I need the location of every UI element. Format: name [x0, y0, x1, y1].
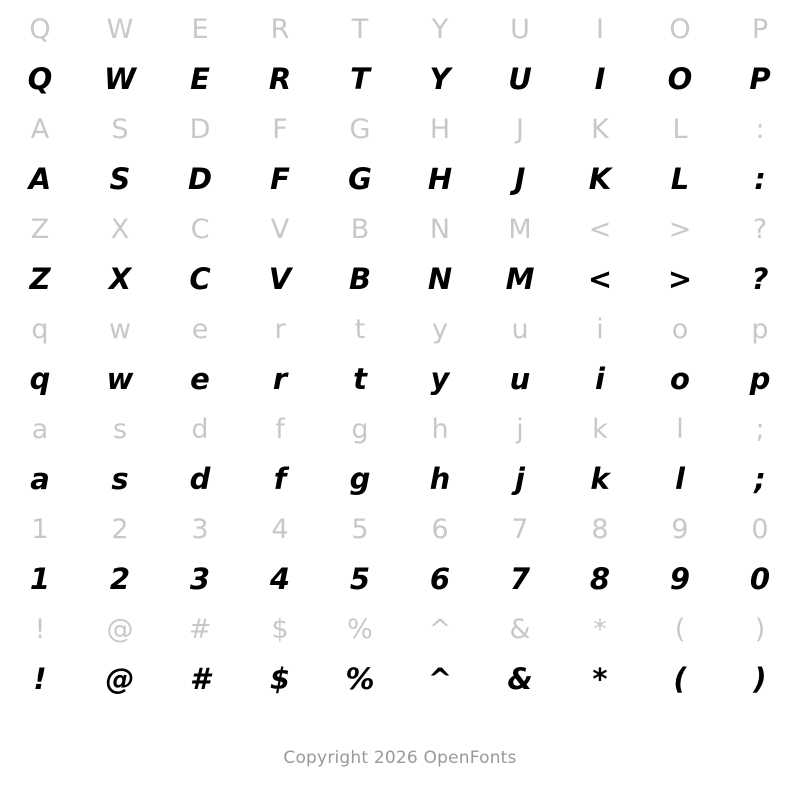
glyph-cell: o	[670, 362, 690, 396]
glyph-cell: u	[509, 362, 531, 396]
glyph-cell: Q	[27, 62, 53, 96]
glyph-cell: C	[190, 213, 210, 245]
glyph-cell: I	[596, 13, 604, 45]
glyph-cell: y	[432, 313, 448, 345]
glyph-cell: V	[268, 262, 292, 296]
glyph-cell: 9	[671, 513, 689, 545]
glyph-cell: H	[427, 162, 453, 196]
glyph-cell: B	[350, 213, 370, 245]
glyph-cell: Z	[30, 213, 50, 245]
glyph-cell: F	[270, 162, 290, 196]
glyph-cell: #	[188, 613, 212, 645]
glyph-cell: )	[754, 613, 766, 645]
glyph-cell: q	[29, 362, 51, 396]
glyph-cell: d	[191, 413, 209, 445]
glyph-cell: X	[110, 213, 130, 245]
copyright-notice: Copyright 2026 OpenFonts	[283, 748, 517, 768]
glyph-cell: @	[105, 662, 135, 696]
glyph-cell: 9	[669, 562, 691, 596]
glyph-cell: s	[112, 413, 128, 445]
glyph-cell: K	[588, 162, 612, 196]
glyph-cell: (	[673, 662, 687, 696]
glyph-cell: @	[106, 613, 134, 645]
glyph-cell: Z	[29, 262, 51, 296]
glyph-cell: L	[672, 113, 688, 145]
glyph-cell: M	[505, 262, 535, 296]
glyph-cell: 2	[109, 562, 131, 596]
glyph-cell: $	[271, 613, 289, 645]
glyph-cell: i	[596, 313, 604, 345]
glyph-cell: ;	[755, 413, 765, 445]
glyph-cell: 3	[189, 562, 211, 596]
glyph-cell: <	[587, 262, 613, 296]
glyph-cell: E	[190, 62, 210, 96]
glyph-cell: C	[189, 262, 211, 296]
glyph-cell: 6	[429, 562, 451, 596]
glyph-cell: w	[106, 362, 134, 396]
glyph-cell: 5	[349, 562, 371, 596]
glyph-cell: l	[675, 462, 685, 496]
glyph-cell: :	[755, 113, 765, 145]
glyph-cell: W	[104, 62, 136, 96]
glyph-cell: e	[190, 362, 210, 396]
glyph-cell: ?	[751, 262, 769, 296]
glyph-cell: M	[508, 213, 532, 245]
glyph-cell: (	[674, 613, 686, 645]
glyph-cell: O	[669, 13, 691, 45]
glyph-cell: *	[593, 613, 607, 645]
glyph-cell: L	[670, 162, 690, 196]
glyph-cell: ?	[752, 213, 768, 245]
glyph-cell: t	[353, 362, 367, 396]
glyph-cell: 5	[351, 513, 369, 545]
glyph-cell: N	[427, 262, 453, 296]
glyph-cell: 1	[29, 562, 51, 596]
glyph-cell: g	[351, 413, 369, 445]
glyph-cell: I	[594, 62, 606, 96]
glyph-cell: 4	[271, 513, 289, 545]
glyph-cell: A	[28, 162, 52, 196]
glyph-cell: 8	[589, 562, 611, 596]
glyph-cell: B	[348, 262, 372, 296]
glyph-cell: G	[349, 113, 371, 145]
glyph-cell: #	[189, 662, 211, 696]
glyph-cell: u	[511, 313, 529, 345]
glyph-cell: ;	[754, 462, 766, 496]
glyph-cell: U	[510, 13, 530, 45]
glyph-cell: t	[354, 313, 366, 345]
glyph-cell: Y	[429, 62, 451, 96]
glyph-cell: l	[676, 413, 684, 445]
glyph-cell: )	[753, 662, 767, 696]
glyph-cell: K	[591, 113, 609, 145]
glyph-cell: o	[671, 313, 689, 345]
glyph-cell: !	[34, 613, 46, 645]
glyph-cell: :	[754, 162, 766, 196]
glyph-cell: s	[111, 462, 129, 496]
glyph-cell: a	[30, 462, 50, 496]
glyph-cell: X	[108, 262, 132, 296]
glyph-cell: 7	[509, 562, 531, 596]
glyph-cell: P	[749, 62, 771, 96]
glyph-cell: D	[187, 162, 213, 196]
glyph-cell: *	[592, 662, 608, 696]
glyph-cell: k	[590, 462, 610, 496]
glyph-cell: h	[429, 462, 451, 496]
glyph-cell: q	[31, 313, 49, 345]
glyph-cell: %	[345, 662, 375, 696]
glyph-cell: 2	[111, 513, 129, 545]
glyph-cell: <	[588, 213, 612, 245]
glyph-cell: 8	[591, 513, 609, 545]
glyph-cell: y	[430, 362, 450, 396]
glyph-cell: p	[751, 313, 769, 345]
glyph-cell: 6	[431, 513, 449, 545]
glyph-cell: V	[270, 213, 290, 245]
glyph-cell: 3	[191, 513, 209, 545]
glyph-cell: >	[668, 213, 692, 245]
glyph-cell: T	[351, 13, 369, 45]
glyph-cell: N	[429, 213, 451, 245]
glyph-cell: r	[274, 313, 286, 345]
glyph-cell: w	[108, 313, 132, 345]
glyph-cell: 7	[511, 513, 529, 545]
glyph-cell: j	[516, 413, 524, 445]
glyph-cell: Q	[29, 13, 51, 45]
glyph-cell: p	[749, 362, 771, 396]
glyph-cell: h	[431, 413, 449, 445]
glyph-cell: 0	[749, 562, 771, 596]
glyph-cell: ^	[427, 662, 453, 696]
glyph-cell: R	[268, 62, 292, 96]
glyph-cell: e	[191, 313, 209, 345]
glyph-cell: Y	[431, 13, 449, 45]
glyph-cell: %	[347, 613, 373, 645]
glyph-cell: G	[348, 162, 372, 196]
glyph-cell: A	[30, 113, 50, 145]
glyph-cell: $	[269, 662, 291, 696]
glyph-cell: 0	[751, 513, 769, 545]
glyph-cell: O	[667, 62, 693, 96]
glyph-cell: J	[514, 162, 526, 196]
glyph-cell: 1	[31, 513, 49, 545]
glyph-cell: j	[515, 462, 525, 496]
glyph-cell: 4	[269, 562, 291, 596]
glyph-cell: k	[592, 413, 608, 445]
glyph-cell: U	[508, 62, 532, 96]
glyph-cell: &	[507, 662, 533, 696]
glyph-cell: f	[273, 462, 287, 496]
glyph-cell: D	[189, 113, 211, 145]
glyph-cell: !	[33, 662, 47, 696]
glyph-cell: f	[275, 413, 285, 445]
glyph-cell: i	[595, 362, 605, 396]
glyph-cell: H	[429, 113, 451, 145]
glyph-cell: R	[270, 13, 290, 45]
glyph-cell: T	[350, 62, 370, 96]
glyph-cell: S	[109, 162, 131, 196]
glyph-cell: g	[349, 462, 371, 496]
glyph-cell: S	[111, 113, 129, 145]
glyph-cell: ^	[428, 613, 452, 645]
glyph-cell: d	[189, 462, 211, 496]
glyph-cell: a	[31, 413, 49, 445]
glyph-cell: F	[272, 113, 288, 145]
glyph-cell: >	[667, 262, 693, 296]
glyph-cell: E	[191, 13, 209, 45]
glyph-cell: r	[272, 362, 288, 396]
glyph-cell: P	[751, 13, 769, 45]
glyph-cell: &	[509, 613, 531, 645]
glyph-cell: W	[106, 13, 134, 45]
glyph-cell: J	[516, 113, 524, 145]
